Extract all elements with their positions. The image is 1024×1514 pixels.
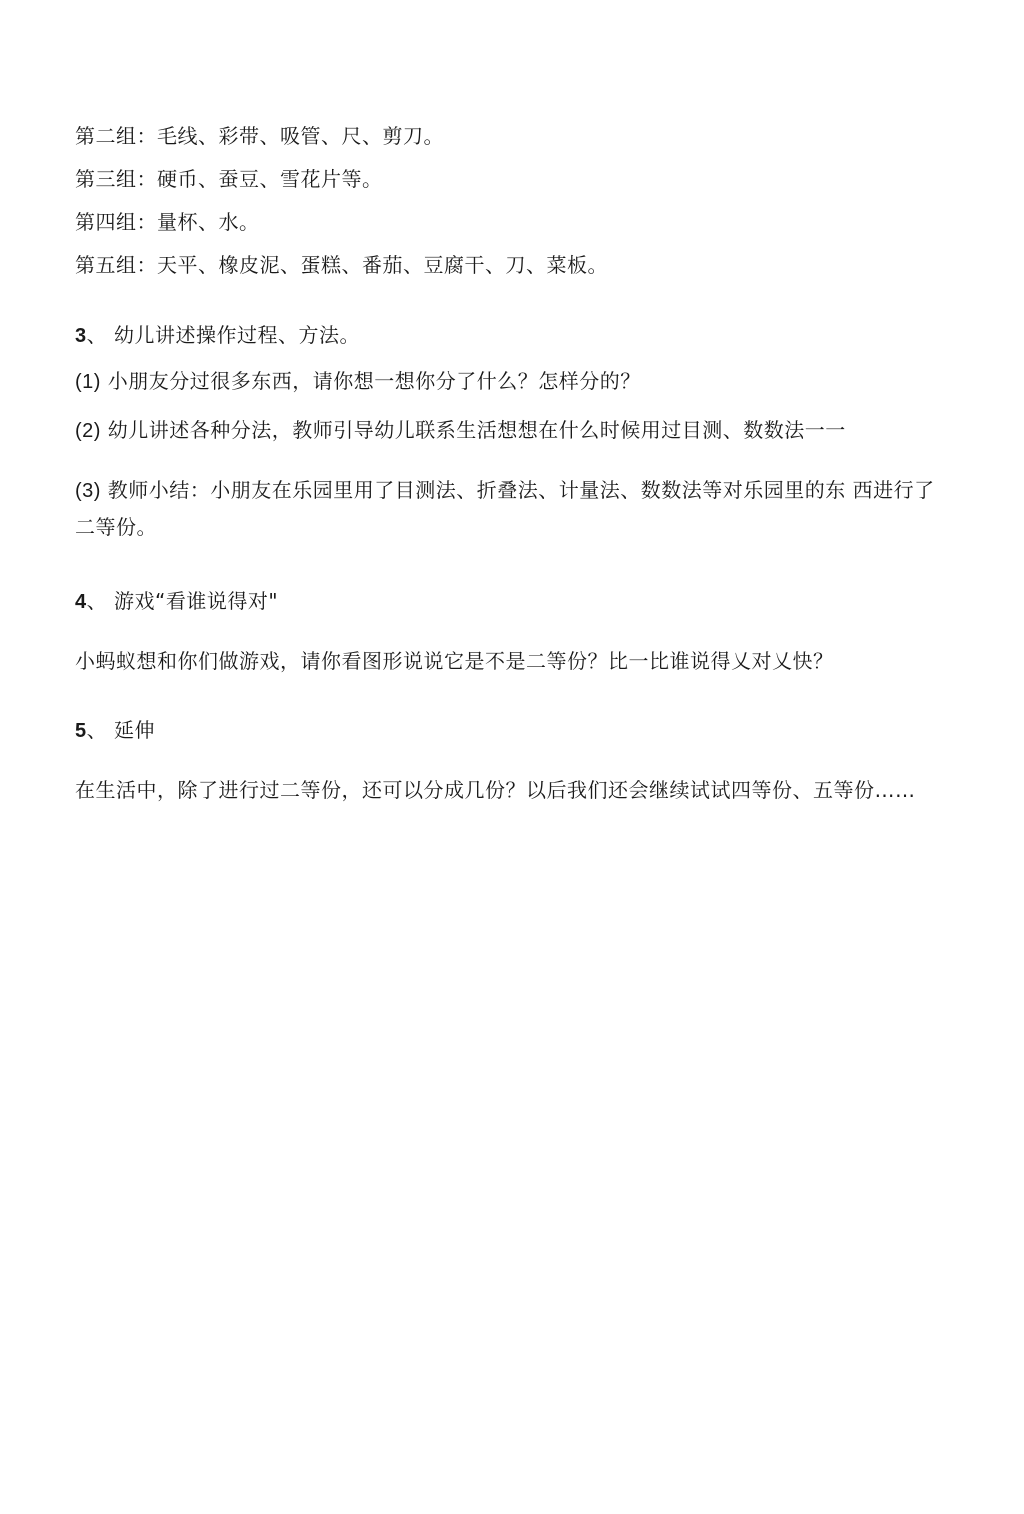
section-3-number: 3 (75, 325, 87, 347)
material-group-4: 第四组：量杯、水。 (75, 210, 260, 234)
item-number: (2) (75, 420, 101, 442)
section-4-body: 小蚂蚁想和你们做游戏，请你看图形说说它是不是二等份？比一比谁说得乂对乂快？ (75, 649, 834, 673)
section-5-heading (75, 718, 155, 743)
section-3-title: 、 幼儿讲述操作过程、方法。 (86, 323, 360, 347)
section-5-number: 5 (75, 720, 87, 742)
section-3-item-1 (75, 369, 641, 394)
item-number: (3) (75, 480, 101, 502)
section-4-number: 4 (75, 591, 87, 613)
material-group-2: 第二组：毛线、彩带、吸管、尺、剪刀。 (75, 124, 444, 148)
section-5-title: 、 延伸 (86, 718, 155, 742)
item-number: (1) (75, 371, 101, 393)
item-text: 幼儿讲述各种分法，教师引导幼儿联系生活想想在什么时候用过目测、数数法一一 (100, 418, 846, 442)
section-3-item-3 (75, 472, 945, 545)
section-4-heading (75, 589, 278, 614)
section-3-heading (75, 323, 360, 348)
material-group-5: 第五组：天平、橡皮泥、蛋糕、番茄、豆腐干、刀、菜板。 (75, 253, 608, 277)
item-text: 教师小结：小朋友在乐园里用了目测法、折叠法、计量法、数数法等对乐园里的东 西进行了二等份。 (75, 478, 935, 539)
section-3-item-2 (75, 418, 846, 443)
material-group-3: 第三组：硬币、蚕豆、雪花片等。 (75, 167, 383, 191)
section-4-title: 、 游戏“看谁说得对" (86, 589, 279, 613)
item-text: 小朋友分过很多东西，请你想一想你分了什么？怎样分的？ (100, 369, 641, 393)
section-5-body: 在生活中，除了进行过二等份，还可以分成几份？以后我们还会继续试试四等份、五等份…… (75, 778, 916, 802)
